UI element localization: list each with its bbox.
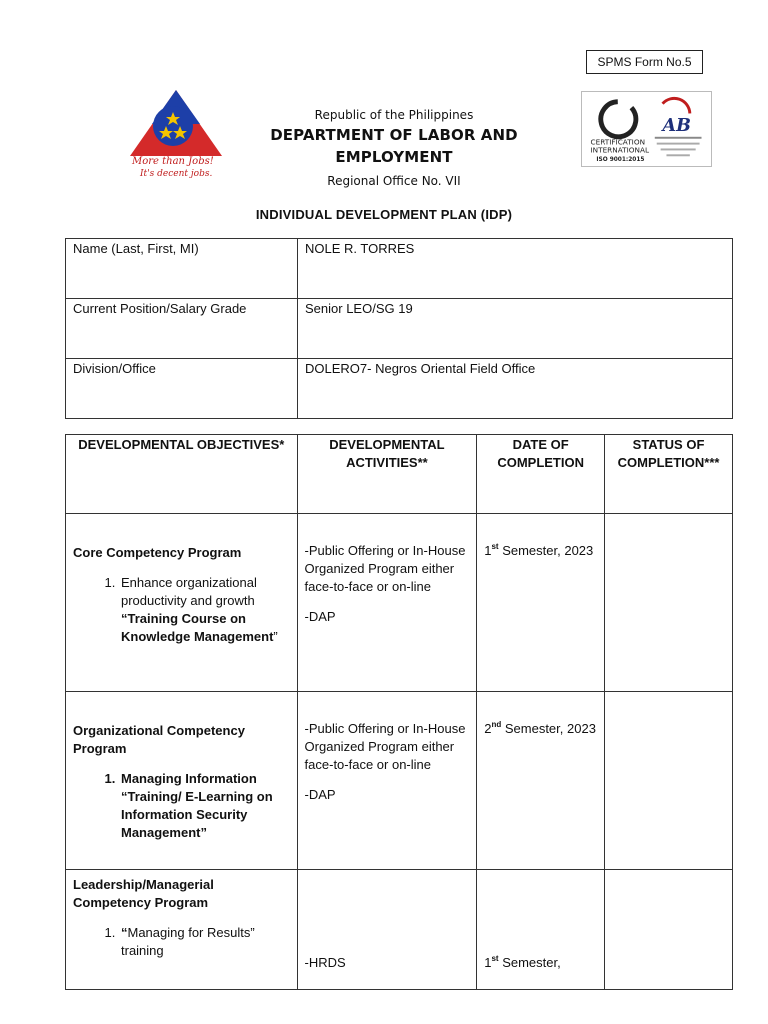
status-cell (605, 692, 733, 870)
objective-cell (66, 692, 298, 870)
activity-text: -Public Offering or In-House Organized Program either face-to-face or on-line (304, 721, 466, 772)
list-item: 1. Managing Information “Training/ E-Learning on Information Security Management” (119, 770, 290, 842)
activity-cell (297, 870, 477, 990)
date-cell (477, 870, 605, 990)
svg-text:More than Jobs!: More than Jobs! (132, 156, 214, 167)
document-title: INDIVIDUAL DEVELOPMENT PLAN (IDP) (255, 207, 513, 222)
program-title: Leadership/Managerial Competency Program (73, 877, 214, 910)
activity-text: -HRDS (304, 955, 346, 970)
status-cell (605, 870, 733, 990)
status-cell (605, 514, 733, 692)
list-item: 1. “Managing for Results” training (119, 924, 290, 960)
list-item: 1. Enhance organizational productivity and growth “Training Course on Knowledge Management” (119, 574, 290, 646)
republic-text: Republic of the Philippines (314, 108, 474, 122)
table-row (66, 359, 733, 419)
department-name: DEPARTMENT OF LABOR AND EMPLOYMENT (270, 126, 518, 166)
table-row (66, 870, 733, 990)
table-row (66, 514, 733, 692)
name-value: NOLE R. TORRES (298, 239, 733, 299)
activity-text: -Public Offering or In-House Organized Program either face-to-face or on-line (304, 543, 466, 594)
development-plan-table (65, 434, 733, 990)
svg-text:ISO 9001:2015: ISO 9001:2015 (596, 157, 645, 164)
header-status: STATUS OF COMPLETION*** (605, 435, 733, 514)
objective-list (73, 574, 290, 646)
name-label: Name (Last, First, MI) (66, 239, 298, 299)
completion-date: 1st Semester, (484, 954, 561, 970)
header-date: DATE OF COMPLETION (477, 435, 605, 514)
objective-cell (66, 870, 298, 990)
activity-provider: -DAP (304, 609, 336, 624)
completion-date: 2nd Semester, 2023 (484, 720, 596, 736)
objective-list (73, 770, 290, 842)
dole-logo (126, 86, 226, 182)
activity-cell (297, 514, 477, 692)
header-objectives: DEVELOPMENTAL OBJECTIVES* (66, 435, 298, 514)
program-title: Organizational Competency Program (73, 723, 245, 756)
objective-cell (66, 514, 298, 692)
employee-info-table (65, 238, 733, 419)
svg-text:AB: AB (662, 115, 691, 136)
table-row (66, 239, 733, 299)
position-label: Current Position/Salary Grade (66, 299, 298, 359)
regional-office: Regional Office No. VII (327, 174, 461, 188)
agency-header (214, 106, 574, 194)
table-header-row (66, 435, 733, 514)
table-row (66, 692, 733, 870)
svg-text:It's decent jobs.: It's decent jobs. (140, 169, 213, 179)
division-value: DOLERO7- Negros Oriental Field Office (298, 359, 733, 419)
date-cell (477, 692, 605, 870)
objective-list (73, 924, 290, 960)
iso-certification-logo (581, 91, 712, 167)
position-value: Senior LEO/SG 19 (298, 299, 733, 359)
header-activities: DEVELOPMENTAL ACTIVITIES** (297, 435, 477, 514)
svg-text:CERTIFICATION: CERTIFICATION (590, 137, 646, 147)
program-title: Core Competency Program (73, 545, 242, 560)
completion-date: 1st Semester, 2023 (484, 542, 594, 558)
activity-provider: -DAP (304, 787, 336, 802)
date-cell (477, 514, 605, 692)
svg-text:INTERNATIONAL: INTERNATIONAL (590, 145, 650, 155)
form-number-box: SPMS Form No.5 (586, 50, 703, 74)
activity-cell (297, 692, 477, 870)
division-label: Division/Office (66, 359, 298, 419)
table-row (66, 299, 733, 359)
